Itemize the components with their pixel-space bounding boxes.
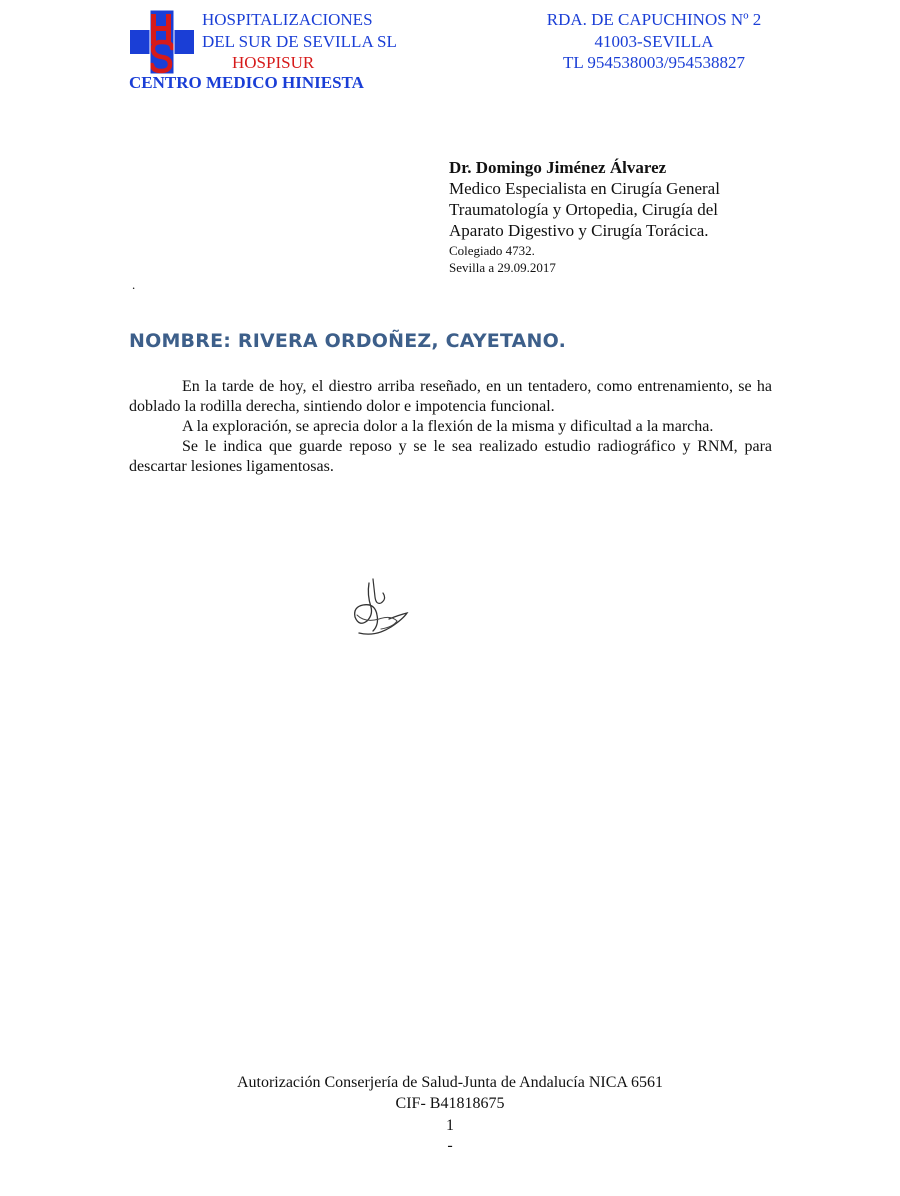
footer-dash: - — [447, 1137, 453, 1154]
doctor-specialty-line1: Medico Especialista en Cirugía General — [449, 179, 720, 198]
report-paragraph: A la exploración, se aprecia dolor a la flexión de la misma y dificultad a la marcha. — [182, 418, 714, 435]
stray-dot: . — [132, 277, 136, 292]
center-name: CENTRO MEDICO HINIESTA — [129, 73, 364, 92]
handwritten-signature — [345, 575, 417, 641]
address-phone: TL 954538003/954538827 — [562, 53, 746, 72]
hospital-logo — [128, 8, 196, 76]
patient-name-heading: NOMBRE: RIVERA ORDOÑEZ, CAYETANO. — [129, 330, 567, 352]
org-name-line1: HOSPITALIZACIONES — [202, 10, 373, 29]
report-body — [129, 377, 772, 477]
footer-cif: CIF- B41818675 — [395, 1095, 505, 1112]
doctor-registration: Colegiado 4732. — [449, 243, 535, 258]
place-date: Sevilla a 29.09.2017 — [449, 260, 556, 275]
page-number: 1 — [446, 1117, 454, 1134]
cross-logo-icon — [128, 8, 196, 76]
address-city: 41003-SEVILLA — [594, 32, 714, 51]
org-short-name: HOSPISUR — [232, 53, 315, 72]
footer-authorization: Autorización Conserjería de Salud-Junta de Andalucía NICA 6561 — [236, 1074, 664, 1091]
signature-icon — [345, 575, 417, 641]
report-paragraph: En la tarde de hoy, el diestro arriba reseñado, en un tentadero, como entrenamiento, se ha doblado la rodilla derecha, sintiendo dolor e impotencia funcional. — [129, 378, 772, 415]
address-street: RDA. DE CAPUCHINOS Nº 2 — [546, 10, 762, 29]
org-name-line2: DEL SUR DE SEVILLA SL — [202, 32, 397, 51]
doctor-name: Dr. Domingo Jiménez Álvarez — [449, 158, 667, 177]
doctor-specialty-line3: Aparato Digestivo y Cirugía Torácica. — [449, 221, 709, 240]
doctor-specialty-line2: Traumatología y Ortopedia, Cirugía del — [449, 200, 718, 219]
report-paragraph: Se le indica que guarde reposo y se le sea realizado estudio radiográfico y RNM, para descartar lesiones ligamentosas. — [129, 438, 772, 475]
